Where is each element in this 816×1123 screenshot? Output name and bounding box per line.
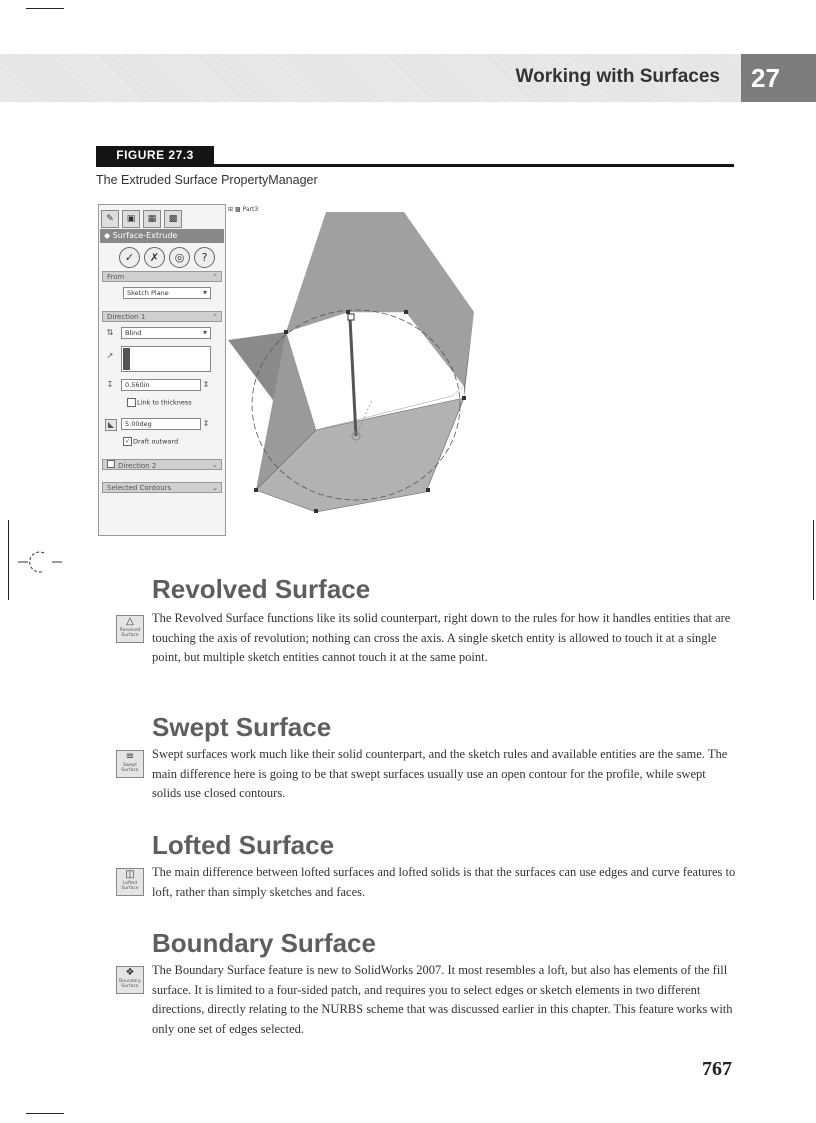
ok-button-icon[interactable]: ✓	[119, 247, 140, 268]
icon-caption: Lofted Surface	[121, 881, 139, 891]
direction2-label: Direction 2	[118, 462, 157, 470]
icon-caption: Boundary Surface	[119, 979, 141, 989]
draft-angle-value: 5.00deg	[125, 420, 152, 428]
direction2-section-header[interactable]	[102, 459, 222, 470]
from-value: Sketch Plane	[127, 289, 169, 297]
draft-angle-input[interactable]	[121, 418, 201, 430]
crop-mark	[26, 1113, 64, 1114]
end-condition-select[interactable]	[121, 327, 211, 339]
chevron-down-icon: ▾	[202, 288, 207, 297]
draft-outward-checkbox[interactable]	[123, 437, 178, 446]
crop-mark	[813, 520, 814, 600]
panel-action-buttons	[119, 247, 215, 268]
selected-contours-label: Selected Contours	[107, 484, 172, 492]
property-manager-panel	[98, 204, 226, 536]
depth-value: 0.560in	[125, 381, 150, 389]
spin-arrows-icon[interactable]: ⇕	[202, 380, 210, 389]
spin-arrows-icon[interactable]: ⇕	[202, 419, 210, 428]
running-header-title: Working with Surfaces	[515, 66, 720, 87]
link-thickness-checkbox[interactable]	[127, 398, 192, 407]
checkbox-icon	[127, 398, 136, 407]
figure-label: FIGURE 27.3	[96, 146, 214, 165]
reverse-direction-icon[interactable]: ⇅	[106, 328, 114, 337]
from-select[interactable]	[123, 287, 211, 299]
boundary-surface-icon	[116, 966, 144, 994]
vertex-handle[interactable]	[462, 396, 466, 400]
icon-caption: Revolved Surface	[119, 628, 141, 638]
checkbox-icon	[107, 460, 115, 468]
crop-mark	[8, 520, 9, 600]
panel-tab-bar	[101, 207, 193, 229]
panel-title	[100, 229, 224, 243]
draft-icon[interactable]: ◣	[105, 419, 117, 431]
help-button-icon[interactable]: ?	[194, 247, 215, 268]
expand-icon: ⌄	[212, 461, 218, 469]
section-body: Swept surfaces work much like their solid counterpart, and the sketch rules and available entities are the same. The main difference here is going to be that swept surfaces usually use an open contour for the profile, while swept solids use closed contours.	[152, 747, 728, 800]
from-section-header[interactable]	[102, 271, 222, 282]
collapse-icon: ⌃	[212, 313, 218, 321]
chapter-number: 27	[741, 54, 816, 102]
selected-contours-section-header[interactable]	[102, 482, 222, 493]
direction1-label: Direction 1	[107, 313, 146, 321]
direction-selection-box[interactable]	[121, 346, 211, 372]
vertex-handle[interactable]	[254, 488, 258, 492]
collapse-icon: ⌃	[212, 273, 218, 281]
link-thickness-label: Link to thickness	[137, 398, 192, 407]
section-heading: Swept Surface	[152, 712, 332, 742]
figure-rule	[96, 164, 734, 167]
revolved-surface-icon	[116, 615, 144, 643]
preview-button-icon[interactable]: ◎	[169, 247, 190, 268]
cancel-button-icon[interactable]: ✗	[144, 247, 165, 268]
selection-box-swatch	[123, 348, 130, 370]
vertex-handle[interactable]	[284, 330, 288, 334]
checkbox-icon: ✓	[124, 438, 131, 445]
panel-title-text: Surface-Extrude	[112, 231, 178, 240]
vertex-handle[interactable]	[404, 310, 408, 314]
revolve-glyph-icon: △	[126, 616, 134, 627]
end-condition-value: Blind	[125, 329, 142, 337]
config-tab-icon[interactable]: ▦	[143, 210, 161, 228]
section-heading: Boundary Surface	[152, 928, 376, 958]
feature-tree-tab-icon[interactable]: ✎	[101, 210, 119, 228]
lofted-surface-icon	[116, 868, 144, 896]
chevron-down-icon: ▾	[202, 328, 207, 337]
depth-icon: ↧	[106, 380, 114, 389]
part-label: Part3	[242, 206, 259, 213]
section-heading: Lofted Surface	[152, 830, 335, 860]
crop-mark	[26, 8, 64, 9]
vertex-handle[interactable]	[314, 509, 318, 513]
draft-outward-label: Draft outward	[133, 437, 179, 446]
sweep-glyph-icon: ≡	[125, 751, 135, 762]
loft-glyph-icon: ◫	[125, 869, 135, 880]
vertex-handle[interactable]	[426, 488, 430, 492]
part-icon: ▩	[234, 206, 241, 213]
from-label: From	[107, 273, 125, 281]
feature-tree-root[interactable]: ⊞ ▩ Part3	[228, 206, 259, 213]
icon-caption: Swept Surface	[121, 763, 139, 773]
page-number: 767	[702, 1058, 732, 1080]
section-body: The main difference between lofted surfaces and lofted solids is that the surfaces can use edges and curve features to loft, rather than simply sketches and faces.	[152, 865, 736, 899]
depth-input[interactable]	[121, 379, 201, 391]
section-body: The Revolved Surface functions like its solid counterpart, right down to the rules for how it handles entities that are touching the axis of revolution; nothing can cross the axis. A single sketch entity is allowed to touch it at a single point, but multiple sketch entities cannot touch it at the same point.	[152, 611, 731, 664]
figure-caption: The Extruded Surface PropertyManager	[96, 173, 318, 187]
arrow-drag-handle[interactable]	[348, 314, 354, 320]
boundary-glyph-icon: ❖	[125, 967, 135, 978]
surface-extrude-icon: ◆	[104, 231, 113, 240]
display-tab-icon[interactable]: ▩	[164, 210, 182, 228]
expand-icon: ⌄	[212, 484, 218, 492]
section-body: The Boundary Surface feature is new to SolidWorks 2007. It most resembles a loft, but also has elements of the fill surface. It is limited to a four-sided patch, and requires you to select edges or sketch elements in two different directions, directly relating to the NURBS scheme that was discussed earlier in this chapter. This feature works with only one set of edges selected.	[152, 963, 733, 1036]
vertex-handle[interactable]	[346, 310, 350, 314]
section-heading: Revolved Surface	[152, 574, 371, 604]
property-tab-icon[interactable]: ▣	[122, 210, 140, 228]
registration-mark	[18, 550, 62, 574]
direction1-section-header[interactable]	[102, 311, 222, 322]
swept-surface-icon	[116, 750, 144, 778]
direction-arrow-icon: ↗	[106, 351, 114, 360]
extruded-surface-graphic	[226, 200, 486, 520]
